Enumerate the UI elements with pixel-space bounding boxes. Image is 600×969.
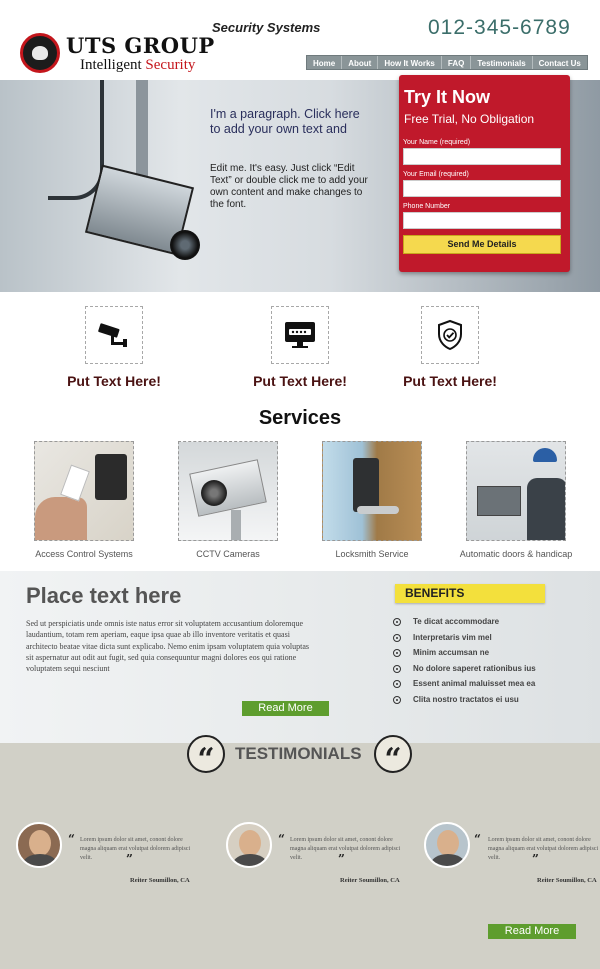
access-card-graphic — [60, 465, 90, 502]
control-panel-graphic — [477, 486, 521, 516]
phone-number[interactable]: 012-345-6789 — [428, 16, 571, 39]
avatar — [424, 822, 470, 868]
open-quote-icon: “ — [68, 832, 75, 846]
benefits-list — [393, 617, 553, 710]
benefit-text: Te dicat accommodare — [413, 617, 500, 626]
feature-icon-box — [271, 306, 329, 364]
target-bullet-icon — [393, 696, 401, 704]
benefits-header — [395, 584, 545, 603]
email-label: Your Email (required) — [403, 171, 469, 178]
nav-testimonials[interactable]: Testimonials — [471, 56, 532, 69]
logo-subtitle — [80, 57, 195, 74]
trial-form — [399, 75, 570, 272]
phone-input[interactable] — [403, 212, 561, 229]
testimonials-read-more-button[interactable]: Read More — [488, 924, 576, 939]
avatar — [226, 822, 272, 868]
target-bullet-icon — [393, 665, 401, 673]
name-input[interactable] — [403, 148, 561, 165]
quote-left-icon: “ — [187, 735, 225, 773]
technician-graphic — [527, 478, 566, 541]
feature-shield — [386, 306, 514, 389]
benefit-item — [393, 679, 553, 689]
feature-monitor — [236, 306, 364, 389]
benefit-text: Essent animal maluisset mea ea — [413, 679, 536, 688]
testimonial-text: Lorem ipsum dolor sit amet, conont dolore magna aliquam erat volutpat dolorem adipisci velit. — [488, 837, 599, 861]
tagline: Security Systems — [212, 20, 321, 35]
service-label: Automatic doors & handicap — [459, 549, 573, 559]
feature-icon-box — [421, 306, 479, 364]
benefit-item — [393, 617, 553, 627]
target-bullet-icon — [393, 680, 401, 688]
benefit-item — [393, 648, 553, 658]
benefit-text: Minim accumsan ne — [413, 648, 490, 657]
testimonial-author: Reiter Soumillon, CA — [130, 877, 190, 884]
nav-home[interactable]: Home — [307, 56, 342, 69]
send-details-button[interactable]: Send Me Details — [403, 235, 561, 254]
access-control-image — [34, 441, 134, 541]
automatic-doors-image — [466, 441, 566, 541]
main-nav — [306, 55, 588, 70]
testimonial-text: Lorem ipsum dolor sit amet, conont dolore magna aliquam erat volutpat dolorem adipisci velit. — [290, 837, 401, 861]
service-locksmith[interactable] — [297, 441, 447, 559]
hero-edit-text: Edit me. It's easy. Just click “Edit Text” or double click me to add your own content and make changes to the font. — [210, 163, 368, 210]
locksmith-image — [322, 441, 422, 541]
benefit-text: Clita nostro tractatos ei usu — [413, 694, 519, 704]
camera-pole-graphic — [231, 510, 241, 541]
phone-label: Phone Number — [403, 203, 451, 210]
nav-contact-us[interactable]: Contact Us — [538, 59, 581, 68]
logo-bulldog-icon — [20, 33, 60, 73]
card-reader-graphic — [95, 454, 127, 500]
avatar — [16, 822, 62, 868]
feature-icon-box — [85, 306, 143, 364]
service-access-control[interactable] — [9, 441, 159, 559]
logo-subtitle-b: Security — [145, 57, 196, 73]
testimonial-card — [16, 822, 206, 892]
feature-cctv — [50, 306, 178, 389]
feature-text: Put Text Here! — [403, 373, 497, 389]
door-handle-graphic — [357, 506, 399, 514]
keypad-lock-graphic — [353, 458, 379, 512]
testimonial-author: Reiter Soumillon, CA — [340, 877, 400, 884]
hero-paragraph: I'm a paragraph. Click here to add your own text and — [210, 107, 360, 136]
service-label: CCTV Cameras — [196, 549, 260, 559]
logo-title: UTS GROUP — [66, 33, 215, 58]
email-input[interactable] — [403, 180, 561, 197]
close-quote-icon: ” — [532, 852, 539, 866]
feature-text: Put Text Here! — [253, 373, 347, 389]
testimonial-card — [424, 822, 600, 892]
close-quote-icon: ” — [126, 852, 133, 866]
service-cctv[interactable] — [153, 441, 303, 559]
camera-cable-graphic — [48, 80, 104, 200]
info-title: Place text here — [26, 583, 182, 608]
service-label: Locksmith Service — [335, 549, 409, 559]
logo-subtitle-a: Intelligent — [80, 57, 146, 73]
camera-lens-graphic — [201, 480, 227, 506]
nav-about[interactable]: About — [342, 56, 378, 69]
services-title: Services — [258, 407, 342, 429]
target-bullet-icon — [393, 618, 401, 626]
testimonial-author: Reiter Soumillon, CA — [537, 877, 597, 884]
form-title: Try It Now — [404, 87, 491, 107]
form-subtitle: Free Trial, No Obligation — [404, 112, 535, 126]
read-more-button[interactable]: Read More — [242, 701, 329, 716]
benefit-item — [393, 633, 553, 643]
name-label: Your Name (required) — [403, 139, 471, 146]
testimonial-card — [226, 822, 416, 892]
shield-check-icon — [436, 319, 464, 351]
hard-hat-graphic — [533, 448, 557, 462]
camera-lens-graphic — [170, 230, 200, 260]
benefit-item — [393, 664, 553, 674]
service-label: Access Control Systems — [35, 549, 133, 559]
info-band — [0, 571, 600, 743]
cctv-camera-icon — [97, 322, 131, 348]
testimonial-text: Lorem ipsum dolor sit amet, conont dolore magna aliquam erat volutpat dolorem adipisci velit. — [80, 837, 191, 861]
benefits-title: BENEFITS — [405, 586, 465, 600]
quote-right-icon: “ — [374, 735, 412, 773]
benefit-text: Interpretaris vim mel — [413, 632, 492, 642]
info-body: Sed ut perspiciatis unde omnis iste natus error sit voluptatem accusantium doloremque laudantium, totam rem aperiam, eaque ipsa quae ab illo inventore veritatis et quasi architecto beatae vitae dicta sunt explicabo. Nemo enim ipsam voluptatem quia voluptas sit aspernatur aut odit aut fugit, sed quia consequuntur magni dolores eos qui ratione voluptatem sequi nesciunt — [26, 619, 310, 674]
testimonials-title: TESTIMONIALS — [235, 744, 362, 763]
open-quote-icon: “ — [278, 832, 285, 846]
nav-how-it-works[interactable]: How It Works — [378, 56, 442, 69]
benefit-text: No dolore saperet rationibus ius — [413, 663, 536, 673]
open-quote-icon: “ — [474, 832, 481, 846]
logo[interactable] — [20, 33, 215, 75]
camera-mount-graphic — [136, 80, 148, 180]
service-automatic-doors[interactable] — [441, 441, 591, 559]
hand-graphic — [35, 497, 87, 541]
nav-faq[interactable]: FAQ — [442, 56, 471, 69]
target-bullet-icon — [393, 649, 401, 657]
cctv-camera-image — [178, 441, 278, 541]
password-monitor-icon — [283, 320, 317, 350]
close-quote-icon: ” — [338, 852, 345, 866]
feature-text: Put Text Here! — [67, 373, 161, 389]
benefit-item — [393, 695, 553, 705]
site-header — [0, 0, 600, 80]
target-bullet-icon — [393, 634, 401, 642]
